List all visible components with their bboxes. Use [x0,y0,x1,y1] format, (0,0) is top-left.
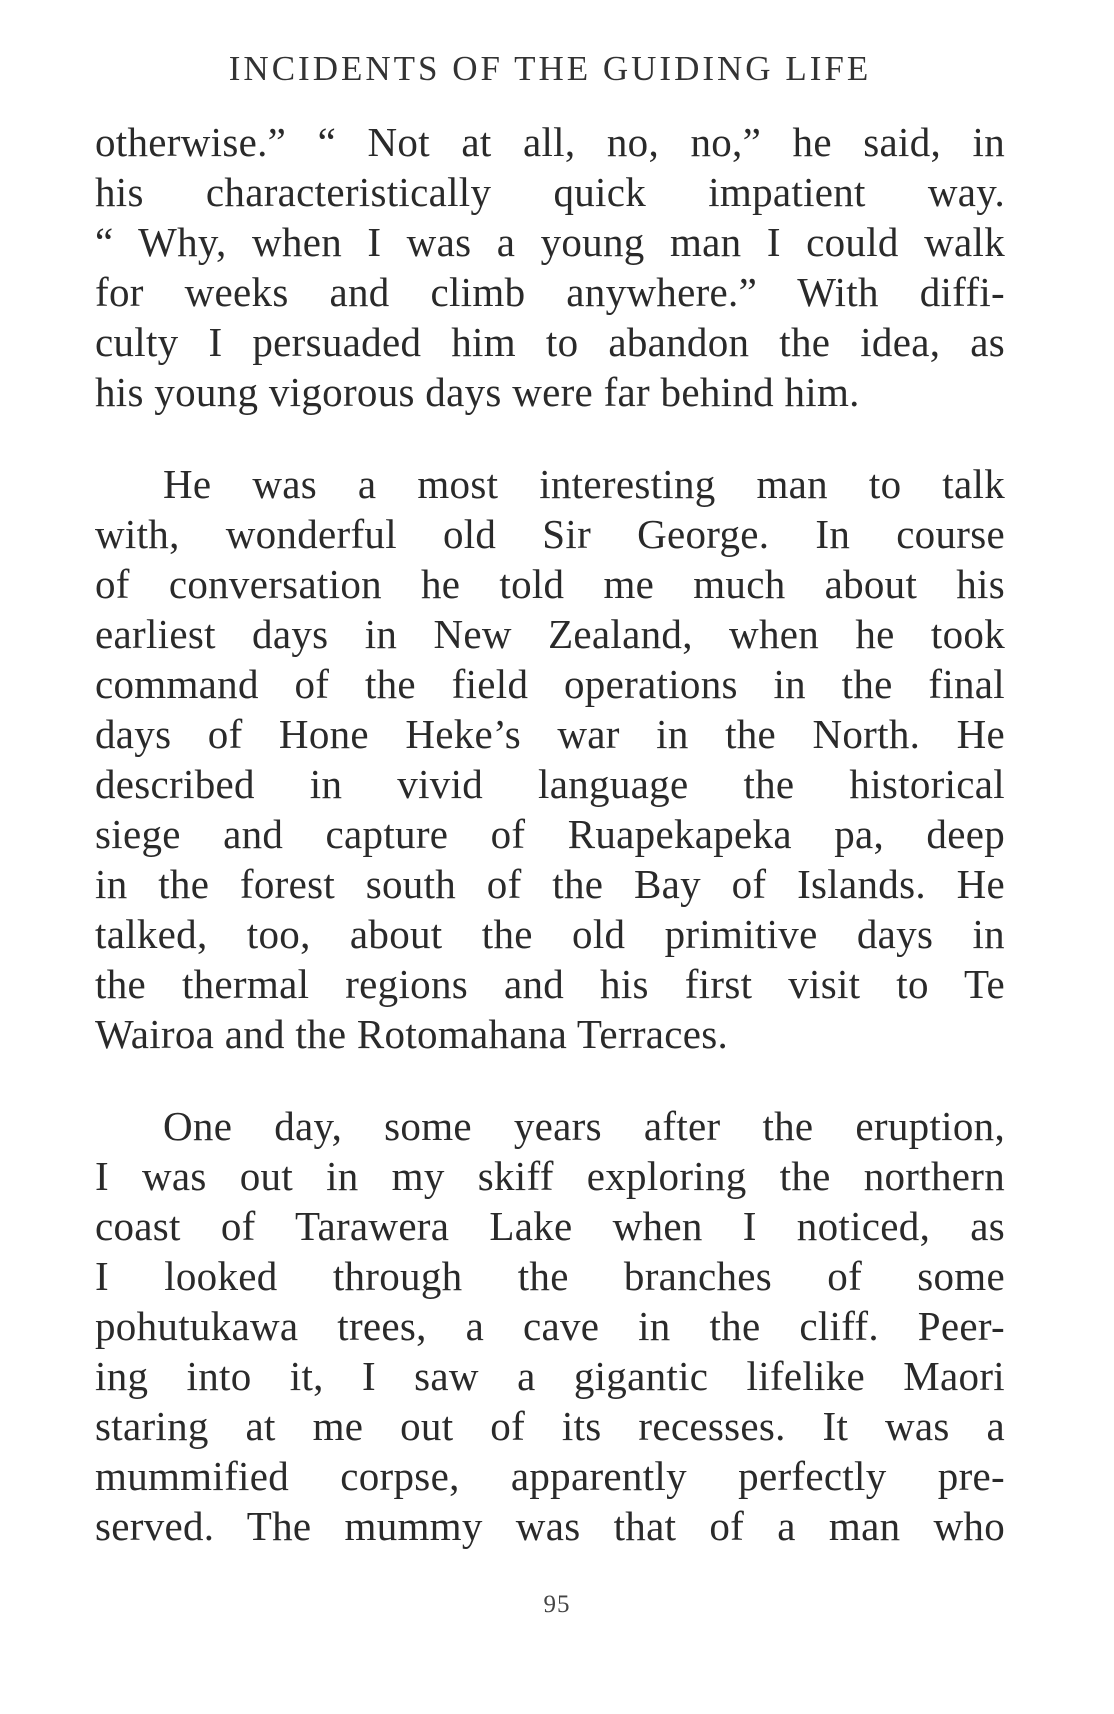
text-line: I looked through the branches of some [95,1253,1005,1299]
text-line: “ Why, when I was a young man I could walk [95,219,1005,265]
text-line: of conversation he told me much about his [95,561,1005,607]
text-line: in the forest south of the Bay of Islands. He [95,861,1005,907]
text-line: One day, some years after the eruption, [163,1103,1005,1149]
text-line: I was out in my skiff exploring the northern [95,1153,1005,1199]
text-line: coast of Tarawera Lake when I noticed, as [95,1203,1005,1249]
text-line: Wairoa and the Rotomahana Terraces. [95,1011,729,1057]
running-head: INCIDENTS OF THE GUIDING LIFE [228,49,872,88]
text-line: siege and capture of Ruapekapeka pa, deep [95,811,1005,857]
text-line: talked, too, about the old primitive days in [95,911,1005,957]
text-line: his young vigorous days were far behind him. [95,369,860,415]
text-line: command of the field operations in the final [95,661,1005,707]
text-line: earliest days in New Zealand, when he took [95,611,1005,657]
text-line: with, wonderful old Sir George. In course [95,511,1005,557]
text-line: served. The mummy was that of a man who [95,1503,1005,1549]
text-line: staring at me out of its recesses. It was a [95,1403,1005,1449]
text-line: the thermal regions and his first visit to Te [95,961,1005,1007]
text-line: described in vivid language the historical [95,761,1005,807]
text-line: his characteristically quick impatient way. [95,169,1005,215]
text-line: He was a most interesting man to talk [163,461,1005,507]
text-line: ing into it, I saw a gigantic lifelike Maori [95,1353,1005,1399]
text-line: days of Hone Heke’s war in the North. He [95,711,1005,757]
text-line: mummified corpse, apparently perfectly pre- [95,1453,1005,1499]
text-line: culty I persuaded him to abandon the idea, as [95,319,1005,365]
text-line: pohutukawa trees, a cave in the cliff. Peer- [95,1303,1005,1349]
page-number: 95 [543,1591,571,1618]
text-line: for weeks and climb anywhere.” With diffi- [95,269,1005,315]
text-line: otherwise.” “ Not at all, no, no,” he said, in [95,119,1005,165]
